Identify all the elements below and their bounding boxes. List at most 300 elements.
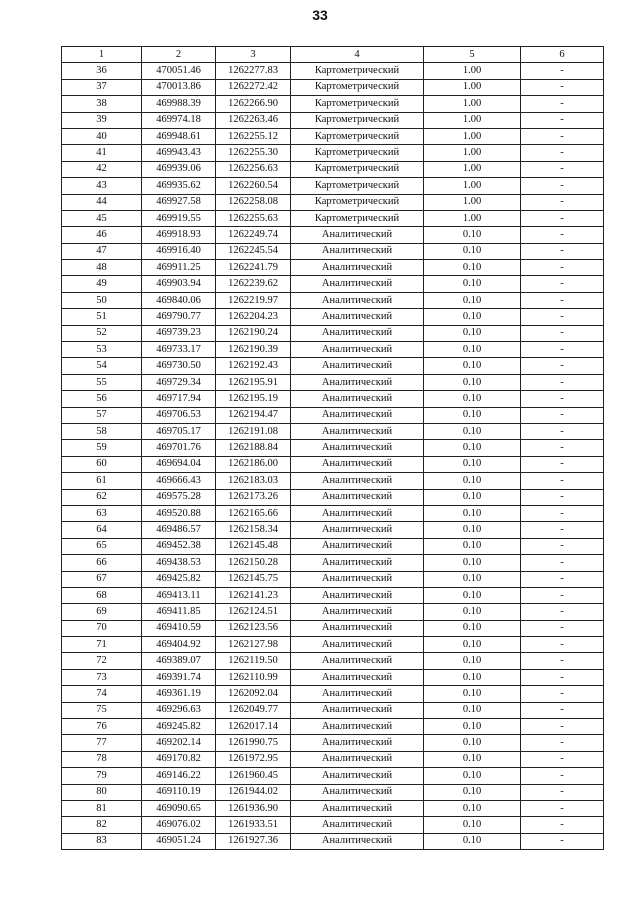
table-row	[62, 719, 604, 735]
point-number-cell: 66	[62, 555, 142, 571]
point-number-cell: 65	[62, 538, 142, 554]
table-row	[62, 243, 604, 259]
x-coordinate-cell: 469840.06	[142, 292, 216, 308]
x-coordinate-cell: 469701.76	[142, 440, 216, 456]
x-coordinate-cell: 469245.82	[142, 719, 216, 735]
method-cell: Картометрический	[291, 79, 424, 95]
x-coordinate-cell: 469730.50	[142, 358, 216, 374]
y-coordinate-cell: 1262145.75	[216, 571, 291, 587]
point-number-cell: 39	[62, 112, 142, 128]
table-row	[62, 555, 604, 571]
accuracy-cell: 0.10	[424, 473, 521, 489]
point-number-cell: 61	[62, 473, 142, 489]
y-coordinate-cell: 1262119.50	[216, 653, 291, 669]
x-coordinate-cell: 469076.02	[142, 817, 216, 833]
page-number: 33	[312, 7, 328, 23]
note-cell: -	[521, 784, 604, 800]
x-coordinate-cell: 469790.77	[142, 309, 216, 325]
table-row	[62, 637, 604, 653]
method-cell: Аналитический	[291, 587, 424, 603]
table-row	[62, 833, 604, 849]
note-cell: -	[521, 719, 604, 735]
y-coordinate-cell: 1262204.23	[216, 309, 291, 325]
y-coordinate-cell: 1262191.08	[216, 423, 291, 439]
point-number-cell: 51	[62, 309, 142, 325]
point-number-cell: 68	[62, 587, 142, 603]
point-number-cell: 36	[62, 63, 142, 79]
y-coordinate-cell: 1262255.63	[216, 210, 291, 226]
accuracy-cell: 0.10	[424, 833, 521, 849]
method-cell: Аналитический	[291, 620, 424, 636]
note-cell: -	[521, 407, 604, 423]
note-cell: -	[521, 473, 604, 489]
point-number-cell: 79	[62, 768, 142, 784]
accuracy-cell: 0.10	[424, 653, 521, 669]
point-number-cell: 72	[62, 653, 142, 669]
note-cell: -	[521, 79, 604, 95]
y-coordinate-cell: 1262277.83	[216, 63, 291, 79]
accuracy-cell: 0.10	[424, 538, 521, 554]
y-coordinate-cell: 1262110.99	[216, 669, 291, 685]
note-cell: -	[521, 276, 604, 292]
accuracy-cell: 0.10	[424, 456, 521, 472]
table-row	[62, 456, 604, 472]
table-row	[62, 489, 604, 505]
header-cell-3: 3	[216, 47, 291, 63]
accuracy-cell: 0.10	[424, 505, 521, 521]
note-cell: -	[521, 538, 604, 554]
y-coordinate-cell: 1262165.66	[216, 505, 291, 521]
note-cell: -	[521, 637, 604, 653]
accuracy-cell: 1.00	[424, 145, 521, 161]
x-coordinate-cell: 469411.85	[142, 604, 216, 620]
accuracy-cell: 0.10	[424, 260, 521, 276]
point-number-cell: 75	[62, 702, 142, 718]
x-coordinate-cell: 470013.86	[142, 79, 216, 95]
x-coordinate-cell: 469389.07	[142, 653, 216, 669]
y-coordinate-cell: 1262266.90	[216, 96, 291, 112]
note-cell: -	[521, 243, 604, 259]
note-cell: -	[521, 702, 604, 718]
table-row	[62, 309, 604, 325]
method-cell: Картометрический	[291, 210, 424, 226]
y-coordinate-cell: 1262127.98	[216, 637, 291, 653]
method-cell: Аналитический	[291, 784, 424, 800]
method-cell: Аналитический	[291, 768, 424, 784]
note-cell: -	[521, 604, 604, 620]
accuracy-cell: 0.10	[424, 719, 521, 735]
table-row	[62, 260, 604, 276]
accuracy-cell: 0.10	[424, 440, 521, 456]
point-number-cell: 71	[62, 637, 142, 653]
note-cell: -	[521, 145, 604, 161]
accuracy-cell: 0.10	[424, 784, 521, 800]
y-coordinate-cell: 1262186.00	[216, 456, 291, 472]
point-number-cell: 70	[62, 620, 142, 636]
method-cell: Аналитический	[291, 702, 424, 718]
y-coordinate-cell: 1262260.54	[216, 178, 291, 194]
point-number-cell: 80	[62, 784, 142, 800]
y-coordinate-cell: 1262145.48	[216, 538, 291, 554]
x-coordinate-cell: 469903.94	[142, 276, 216, 292]
point-number-cell: 47	[62, 243, 142, 259]
y-coordinate-cell: 1262219.97	[216, 292, 291, 308]
point-number-cell: 53	[62, 342, 142, 358]
method-cell: Аналитический	[291, 292, 424, 308]
method-cell: Аналитический	[291, 800, 424, 816]
method-cell: Картометрический	[291, 96, 424, 112]
point-number-cell: 59	[62, 440, 142, 456]
method-cell: Картометрический	[291, 112, 424, 128]
point-number-cell: 58	[62, 423, 142, 439]
table-row	[62, 505, 604, 521]
method-cell: Аналитический	[291, 833, 424, 849]
table-row	[62, 374, 604, 390]
accuracy-cell: 0.10	[424, 669, 521, 685]
method-cell: Аналитический	[291, 276, 424, 292]
header-cell-6: 6	[521, 47, 604, 63]
method-cell: Аналитический	[291, 817, 424, 833]
accuracy-cell: 0.10	[424, 423, 521, 439]
x-coordinate-cell: 469935.62	[142, 178, 216, 194]
method-cell: Аналитический	[291, 374, 424, 390]
method-cell: Аналитический	[291, 751, 424, 767]
y-coordinate-cell: 1261990.75	[216, 735, 291, 751]
note-cell: -	[521, 751, 604, 767]
point-number-cell: 74	[62, 686, 142, 702]
table-row	[62, 784, 604, 800]
method-cell: Аналитический	[291, 325, 424, 341]
note-cell: -	[521, 96, 604, 112]
accuracy-cell: 0.10	[424, 817, 521, 833]
note-cell: -	[521, 292, 604, 308]
table-row	[62, 145, 604, 161]
y-coordinate-cell: 1262141.23	[216, 587, 291, 603]
point-number-cell: 62	[62, 489, 142, 505]
note-cell: -	[521, 210, 604, 226]
accuracy-cell: 1.00	[424, 79, 521, 95]
method-cell: Аналитический	[291, 538, 424, 554]
method-cell: Аналитический	[291, 489, 424, 505]
point-number-cell: 56	[62, 391, 142, 407]
x-coordinate-cell: 469729.34	[142, 374, 216, 390]
method-cell: Аналитический	[291, 473, 424, 489]
note-cell: -	[521, 768, 604, 784]
note-cell: -	[521, 128, 604, 144]
note-cell: -	[521, 522, 604, 538]
y-coordinate-cell: 1262173.26	[216, 489, 291, 505]
method-cell: Аналитический	[291, 505, 424, 521]
note-cell: -	[521, 505, 604, 521]
y-coordinate-cell: 1262183.03	[216, 473, 291, 489]
x-coordinate-cell: 469705.17	[142, 423, 216, 439]
table-row	[62, 79, 604, 95]
table-row	[62, 751, 604, 767]
y-coordinate-cell: 1261933.51	[216, 817, 291, 833]
table-row	[62, 669, 604, 685]
method-cell: Аналитический	[291, 227, 424, 243]
point-number-cell: 69	[62, 604, 142, 620]
note-cell: -	[521, 374, 604, 390]
note-cell: -	[521, 112, 604, 128]
x-coordinate-cell: 469939.06	[142, 161, 216, 177]
note-cell: -	[521, 817, 604, 833]
table-row	[62, 440, 604, 456]
accuracy-cell: 1.00	[424, 161, 521, 177]
table-row	[62, 407, 604, 423]
point-number-cell: 64	[62, 522, 142, 538]
y-coordinate-cell: 1261972.95	[216, 751, 291, 767]
note-cell: -	[521, 260, 604, 276]
table-row	[62, 768, 604, 784]
accuracy-cell: 1.00	[424, 178, 521, 194]
method-cell: Аналитический	[291, 669, 424, 685]
note-cell: -	[521, 653, 604, 669]
x-coordinate-cell: 469575.28	[142, 489, 216, 505]
accuracy-cell: 0.10	[424, 276, 521, 292]
note-cell: -	[521, 358, 604, 374]
accuracy-cell: 0.10	[424, 358, 521, 374]
point-number-cell: 78	[62, 751, 142, 767]
note-cell: -	[521, 686, 604, 702]
method-cell: Картометрический	[291, 161, 424, 177]
y-coordinate-cell: 1261936.90	[216, 800, 291, 816]
note-cell: -	[521, 669, 604, 685]
table-row	[62, 571, 604, 587]
y-coordinate-cell: 1262256.63	[216, 161, 291, 177]
method-cell: Картометрический	[291, 145, 424, 161]
accuracy-cell: 1.00	[424, 112, 521, 128]
note-cell: -	[521, 456, 604, 472]
x-coordinate-cell: 469733.17	[142, 342, 216, 358]
x-coordinate-cell: 469051.24	[142, 833, 216, 849]
y-coordinate-cell: 1262249.74	[216, 227, 291, 243]
table-row	[62, 128, 604, 144]
note-cell: -	[521, 161, 604, 177]
point-number-cell: 40	[62, 128, 142, 144]
method-cell: Аналитический	[291, 686, 424, 702]
method-cell: Аналитический	[291, 571, 424, 587]
accuracy-cell: 0.10	[424, 489, 521, 505]
y-coordinate-cell: 1262263.46	[216, 112, 291, 128]
point-number-cell: 48	[62, 260, 142, 276]
table-row	[62, 358, 604, 374]
accuracy-cell: 1.00	[424, 63, 521, 79]
x-coordinate-cell: 469974.18	[142, 112, 216, 128]
note-cell: -	[521, 342, 604, 358]
table-row	[62, 538, 604, 554]
point-number-cell: 83	[62, 833, 142, 849]
accuracy-cell: 1.00	[424, 96, 521, 112]
point-number-cell: 50	[62, 292, 142, 308]
accuracy-cell: 0.10	[424, 768, 521, 784]
y-coordinate-cell: 1262124.51	[216, 604, 291, 620]
x-coordinate-cell: 469090.65	[142, 800, 216, 816]
table-row	[62, 522, 604, 538]
point-number-cell: 67	[62, 571, 142, 587]
note-cell: -	[521, 309, 604, 325]
table-row	[62, 423, 604, 439]
y-coordinate-cell: 1261960.45	[216, 768, 291, 784]
y-coordinate-cell: 1262195.91	[216, 374, 291, 390]
note-cell: -	[521, 735, 604, 751]
table-row	[62, 817, 604, 833]
x-coordinate-cell: 469739.23	[142, 325, 216, 341]
table-row	[62, 112, 604, 128]
accuracy-cell: 0.10	[424, 620, 521, 636]
accuracy-cell: 1.00	[424, 128, 521, 144]
accuracy-cell: 0.10	[424, 571, 521, 587]
point-number-cell: 73	[62, 669, 142, 685]
method-cell: Аналитический	[291, 555, 424, 571]
table-row	[62, 800, 604, 816]
x-coordinate-cell: 470051.46	[142, 63, 216, 79]
y-coordinate-cell: 1262150.28	[216, 555, 291, 571]
note-cell: -	[521, 178, 604, 194]
method-cell: Картометрический	[291, 128, 424, 144]
table-row	[62, 210, 604, 226]
table-row	[62, 604, 604, 620]
method-cell: Картометрический	[291, 178, 424, 194]
accuracy-cell: 0.10	[424, 686, 521, 702]
note-cell: -	[521, 555, 604, 571]
point-number-cell: 46	[62, 227, 142, 243]
x-coordinate-cell: 469694.04	[142, 456, 216, 472]
point-number-cell: 52	[62, 325, 142, 341]
method-cell: Аналитический	[291, 243, 424, 259]
x-coordinate-cell: 469520.88	[142, 505, 216, 521]
table-row	[62, 325, 604, 341]
note-cell: -	[521, 391, 604, 407]
table-row	[62, 735, 604, 751]
point-number-cell: 57	[62, 407, 142, 423]
header-row	[62, 47, 604, 63]
table-row	[62, 276, 604, 292]
x-coordinate-cell: 469361.19	[142, 686, 216, 702]
header-cell-2: 2	[142, 47, 216, 63]
y-coordinate-cell: 1262255.12	[216, 128, 291, 144]
accuracy-cell: 0.10	[424, 735, 521, 751]
accuracy-cell: 1.00	[424, 210, 521, 226]
point-number-cell: 49	[62, 276, 142, 292]
table-row	[62, 194, 604, 210]
y-coordinate-cell: 1262192.43	[216, 358, 291, 374]
point-number-cell: 37	[62, 79, 142, 95]
table-row	[62, 587, 604, 603]
y-coordinate-cell: 1262188.84	[216, 440, 291, 456]
method-cell: Аналитический	[291, 456, 424, 472]
accuracy-cell: 0.10	[424, 342, 521, 358]
point-number-cell: 77	[62, 735, 142, 751]
x-coordinate-cell: 469170.82	[142, 751, 216, 767]
note-cell: -	[521, 63, 604, 79]
x-coordinate-cell: 469404.92	[142, 637, 216, 653]
method-cell: Аналитический	[291, 391, 424, 407]
note-cell: -	[521, 227, 604, 243]
point-number-cell: 38	[62, 96, 142, 112]
accuracy-cell: 0.10	[424, 555, 521, 571]
method-cell: Аналитический	[291, 653, 424, 669]
accuracy-cell: 0.10	[424, 325, 521, 341]
method-cell: Аналитический	[291, 342, 424, 358]
x-coordinate-cell: 469666.43	[142, 473, 216, 489]
x-coordinate-cell: 469706.53	[142, 407, 216, 423]
accuracy-cell: 0.10	[424, 587, 521, 603]
x-coordinate-cell: 469391.74	[142, 669, 216, 685]
y-coordinate-cell: 1262158.34	[216, 522, 291, 538]
x-coordinate-cell: 469948.61	[142, 128, 216, 144]
accuracy-cell: 0.10	[424, 227, 521, 243]
method-cell: Аналитический	[291, 522, 424, 538]
table-row	[62, 702, 604, 718]
method-cell: Аналитический	[291, 719, 424, 735]
accuracy-cell: 1.00	[424, 194, 521, 210]
method-cell: Аналитический	[291, 604, 424, 620]
table-row	[62, 96, 604, 112]
x-coordinate-cell: 469438.53	[142, 555, 216, 571]
coordinates-table	[61, 46, 604, 850]
y-coordinate-cell: 1262258.08	[216, 194, 291, 210]
y-coordinate-cell: 1261927.36	[216, 833, 291, 849]
y-coordinate-cell: 1262194.47	[216, 407, 291, 423]
accuracy-cell: 0.10	[424, 292, 521, 308]
x-coordinate-cell: 469410.59	[142, 620, 216, 636]
y-coordinate-cell: 1262049.77	[216, 702, 291, 718]
accuracy-cell: 0.10	[424, 637, 521, 653]
point-number-cell: 63	[62, 505, 142, 521]
point-number-cell: 43	[62, 178, 142, 194]
point-number-cell: 81	[62, 800, 142, 816]
method-cell: Аналитический	[291, 260, 424, 276]
x-coordinate-cell: 469425.82	[142, 571, 216, 587]
point-number-cell: 82	[62, 817, 142, 833]
method-cell: Аналитический	[291, 637, 424, 653]
table-row	[62, 653, 604, 669]
x-coordinate-cell: 469918.93	[142, 227, 216, 243]
accuracy-cell: 0.10	[424, 522, 521, 538]
accuracy-cell: 0.10	[424, 702, 521, 718]
x-coordinate-cell: 469919.55	[142, 210, 216, 226]
x-coordinate-cell: 469911.25	[142, 260, 216, 276]
accuracy-cell: 0.10	[424, 751, 521, 767]
x-coordinate-cell: 469988.39	[142, 96, 216, 112]
y-coordinate-cell: 1262195.19	[216, 391, 291, 407]
note-cell: -	[521, 423, 604, 439]
table-row	[62, 178, 604, 194]
x-coordinate-cell: 469717.94	[142, 391, 216, 407]
header-cell-1: 1	[62, 47, 142, 63]
table-row	[62, 227, 604, 243]
y-coordinate-cell: 1262190.24	[216, 325, 291, 341]
y-coordinate-cell: 1262255.30	[216, 145, 291, 161]
method-cell: Аналитический	[291, 440, 424, 456]
method-cell: Аналитический	[291, 423, 424, 439]
table-row	[62, 686, 604, 702]
note-cell: -	[521, 325, 604, 341]
point-number-cell: 76	[62, 719, 142, 735]
x-coordinate-cell: 469927.58	[142, 194, 216, 210]
accuracy-cell: 0.10	[424, 309, 521, 325]
x-coordinate-cell: 469452.38	[142, 538, 216, 554]
y-coordinate-cell: 1262245.54	[216, 243, 291, 259]
method-cell: Картометрический	[291, 63, 424, 79]
note-cell: -	[521, 833, 604, 849]
y-coordinate-cell: 1262017.14	[216, 719, 291, 735]
x-coordinate-cell: 469202.14	[142, 735, 216, 751]
x-coordinate-cell: 469146.22	[142, 768, 216, 784]
y-coordinate-cell: 1261944.02	[216, 784, 291, 800]
accuracy-cell: 0.10	[424, 391, 521, 407]
